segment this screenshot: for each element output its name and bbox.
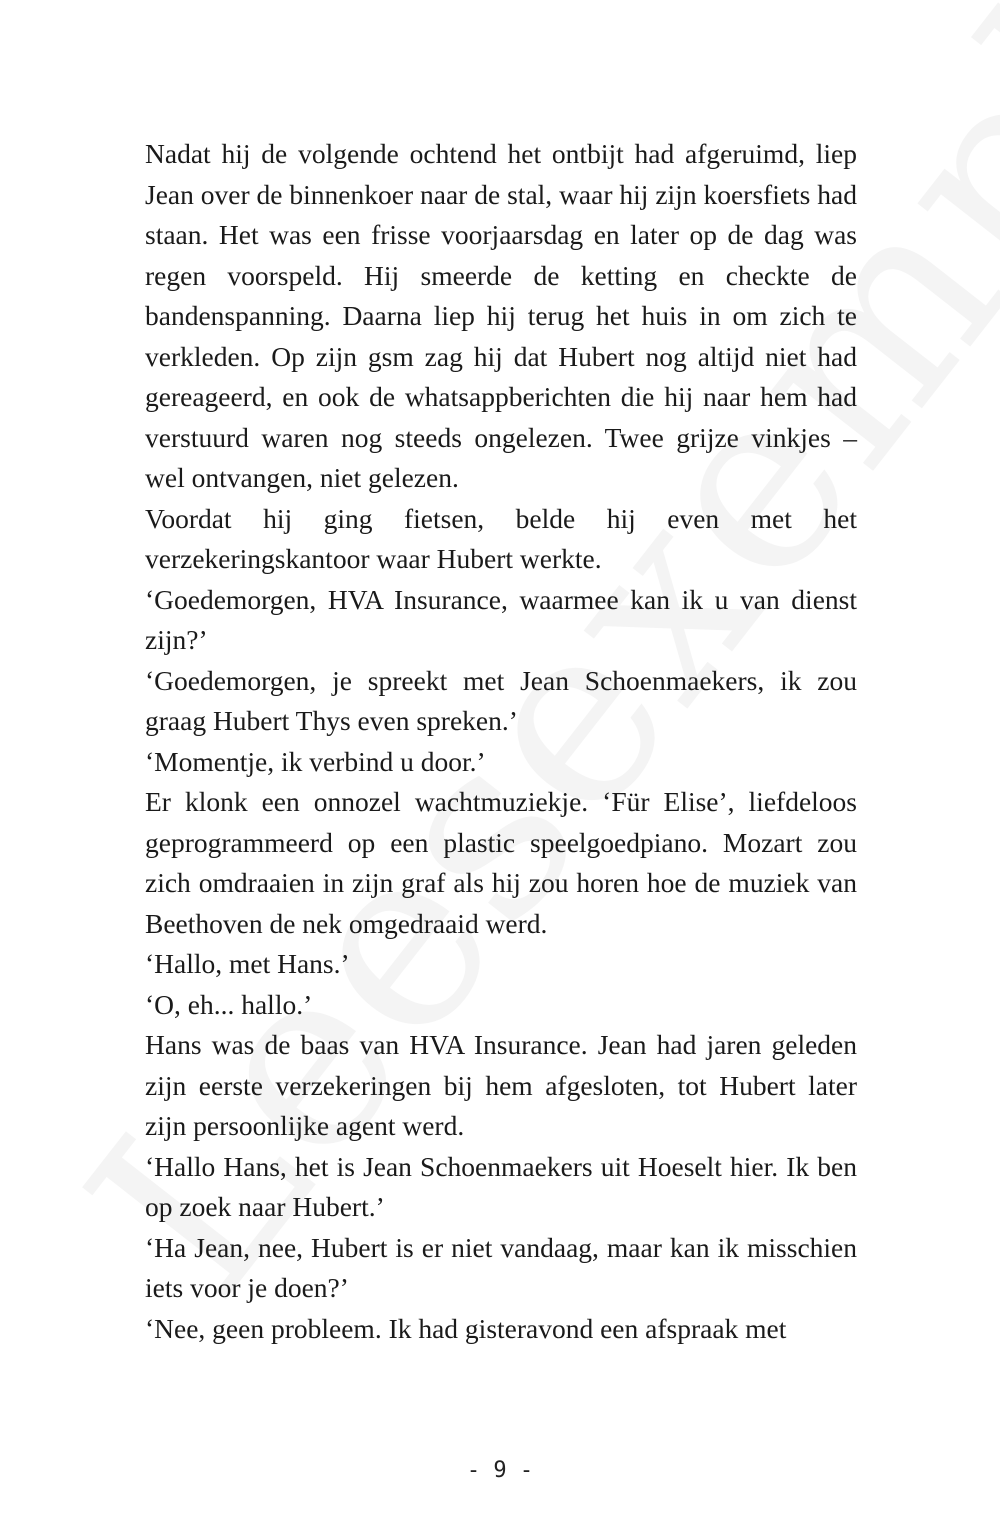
paragraph-7: ‘Hallo, met Hans.’	[145, 948, 350, 979]
paragraph-2: Voordat hij ging fietsen, belde hij even met het verzekeringskantoor waar Hubert werkte.	[145, 502, 857, 574]
body-text	[145, 134, 857, 1349]
paragraph-4: ‘Goedemorgen, je spreekt met Jean Schoenmaekers, ik zou graag Hubert Thys even spreken.’	[145, 664, 857, 736]
paragraph-1: Nadat hij de volgende ochtend het ontbijt had afgeruimd, liep Jean over de binnenkoer naar de stal, waar hij zijn koersfiets had staan. Het was een frisse voorjaarsdag en later op de dag was regen voorspeld. Hij smeerde de ketting en checkte de bandenspanning. Daarna liep hij terug het huis in om zich te verkleden. Op zijn gsm zag hij dat Hubert nog altijd niet had gereageerd, en ook de whatsappberichten die hij naar hem had verstuurd waren nog steeds ongelezen. Twee grijze vinkjes – wel ontvangen, niet gelezen.	[145, 138, 857, 493]
paragraph-8: ‘O, eh... hallo.’	[145, 988, 313, 1020]
page-number: - 9 -	[466, 1458, 534, 1483]
paragraph-12: ‘Nee, geen probleem. Ik had gisteravond een afspraak met	[145, 1312, 787, 1344]
paragraph-11: ‘Ha Jean, nee, Hubert is er niet vandaag, maar kan ik misschien iets voor je doen?’	[145, 1231, 857, 1303]
paragraph-5: ‘Momentje, ik verbind u door.’	[145, 745, 486, 777]
paragraph-6: Er klonk een onnozel wachtmuziekje. ‘Für Elise’, liefdeloos geprogrammeerd op een plastic speelgoedpiano. Mozart zou zich omdraaien in zijn graf als hij zou horen hoe de muziek van Beethoven de nek omgedraaid werd.	[145, 786, 857, 939]
paragraph-3: ‘Goedemorgen, HVA Insurance, waarmee kan ik u van dienst zijn?’	[145, 583, 857, 655]
paragraph-10: ‘Hallo Hans, het is Jean Schoenmaekers uit Hoeselt hier. Ik ben op zoek naar Hubert.’	[145, 1150, 857, 1222]
paragraph-9: Hans was de baas van HVA Insurance. Jean had jaren geleden zijn eerste verzekeringen bij hem afgesloten, tot Hubert later zijn persoonlijke agent werd.	[145, 1029, 857, 1141]
